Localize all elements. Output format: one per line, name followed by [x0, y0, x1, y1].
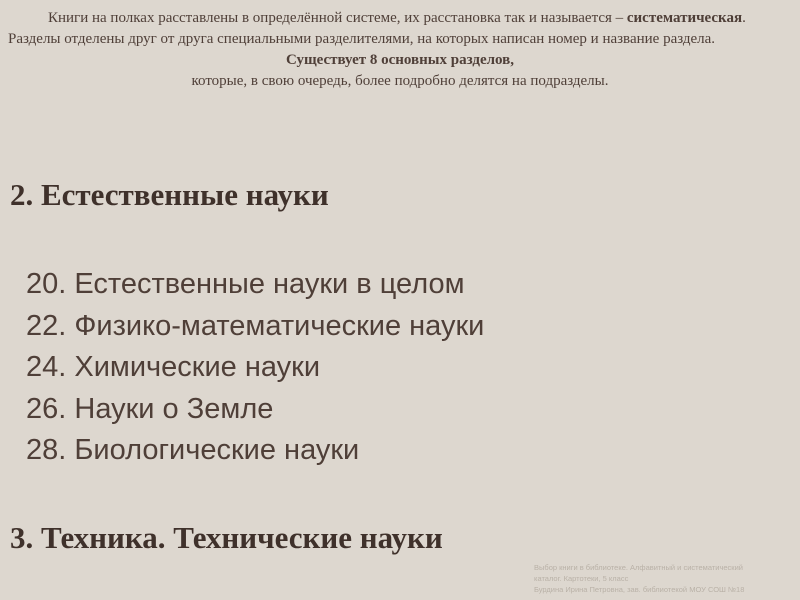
subsection-item: 26. Науки о Земле: [26, 392, 274, 425]
section-2-subsections: [26, 264, 484, 472]
intro-text-part: . Разделы отделены друг от друга специальными разделителями, на которых написан номер и название раздела.: [8, 10, 746, 47]
subsection-item: 22. Физико-математические науки: [26, 309, 485, 342]
section-2-title: 2. Естественные науки: [10, 177, 329, 212]
subsection-item: 24. Химические науки: [26, 351, 321, 383]
intro-text: [8, 8, 792, 92]
intro-text-part: Книги на полках расставлены в определённой системе, их расстановка так и называется –: [48, 10, 627, 26]
intro-subsections-line: которые, в свою очередь, более подробно делятся на подразделы.: [191, 73, 609, 89]
intro-bold-term: систематическая: [626, 10, 743, 26]
slide-footer: [534, 562, 796, 595]
footer-line: каталог. Картотеки, 5 класс: [534, 574, 629, 583]
section-3-title: 3. Техника. Технические науки: [10, 520, 443, 555]
intro-main-sections-line: [8, 50, 792, 71]
intro-paragraph: [8, 8, 792, 50]
subsection-item: 28. Биологические науки: [26, 434, 360, 466]
subsection-item: 20. Естественные науки в целом: [26, 268, 465, 300]
intro-comma: ,: [510, 52, 514, 68]
footer-line: Бурдина Ирина Петровна, зав. библиотекой МОУ СОШ №18: [534, 585, 745, 594]
intro-main-sections: Существует 8 основных разделов: [285, 52, 511, 68]
footer-line: Выбор книги в библиотеке. Алфавитный и систематический: [534, 563, 743, 572]
